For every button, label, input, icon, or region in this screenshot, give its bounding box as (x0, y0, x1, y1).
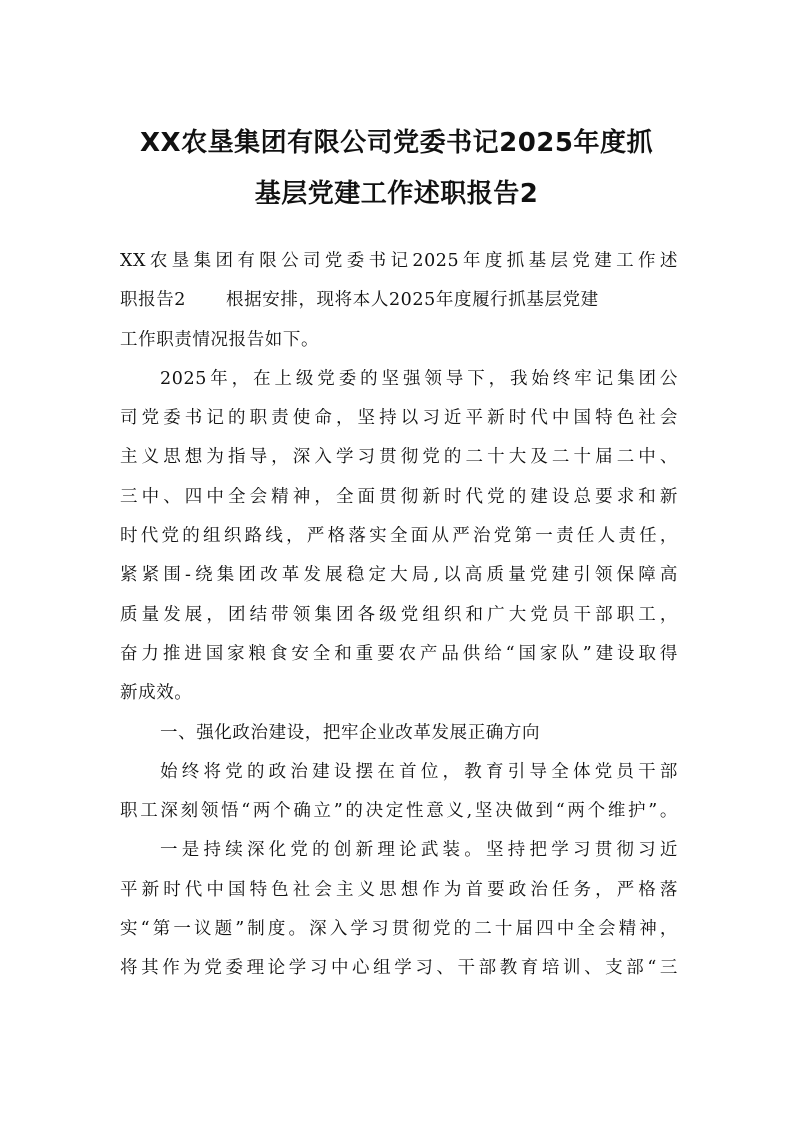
title-line: XX农垦集团有限公司党委书记2025年度抓 (140, 128, 653, 158)
text-line: 新成效。 (120, 683, 193, 704)
section-heading-1 (120, 714, 678, 753)
text-line: 奋力推进国家粮食安全和重要农产品供给“国家队”建设取得 (120, 643, 678, 664)
text-segment: 根据安排，现将本人2025年度履行抓基层党建 (226, 290, 599, 311)
document-body (120, 242, 678, 989)
text-segment: 职报告2 (120, 290, 187, 311)
text-line (120, 281, 678, 320)
document-title (100, 118, 693, 220)
text-line: 实“第一议题”制度。深入学习贯彻党的二十届四中全会精神， (120, 919, 678, 940)
text-line: 主义思想为指导，深入学习贯彻党的二十大及二十届二中、 (120, 447, 678, 468)
paragraph-overview (120, 360, 678, 714)
text-line: 三中、四中全会精神，全面贯彻新时代党的建设总要求和新 (120, 486, 678, 507)
text-line: 司党委书记的职责使命，坚持以习近平新时代中国特色社会 (120, 408, 678, 429)
text-line: 紧紧围-绕集团改革发展稳定大局,以高质量党建引领保障高 (120, 565, 678, 586)
text-line: XX农垦集团有限公司党委书记2025年度抓基层党建工作述 (120, 251, 678, 271)
text-line: 将其作为党委理论学习中心组学习、干部教育培训、支部“三 (120, 958, 678, 979)
title-line: 基层党建工作述职报告2 (254, 179, 539, 209)
paragraph-political (120, 753, 678, 832)
section-heading-text: 一、强化政治建设，把牢企业改革发展正确方向 (160, 722, 541, 743)
text-line: 平新时代中国特色社会主义思想作为首要政治任务，严格落 (120, 879, 678, 900)
text-line: 质量发展，团结带领集团各级党组织和广大党员干部职工， (120, 604, 678, 625)
text-line: 职工深刻领悟“两个确立”的决定性意义,坚决做到“两个维护”。 (120, 801, 678, 822)
paragraph-intro (120, 242, 678, 360)
paragraph-theory (120, 831, 678, 988)
text-line: 一是持续深化党的创新理论武装。坚持把学习贯彻习近 (160, 840, 678, 861)
text-line: 始终将党的政治建设摆在首位，教育引导全体党员干部 (160, 761, 678, 782)
text-line: 工作职责情况报告如下。 (120, 329, 320, 350)
text-line: 2025年，在上级党委的坚强领导下，我始终牢记集团公 (160, 368, 678, 389)
text-line: 时代党的组织路线，严格落实全面从严治党第一责任人责任， (120, 526, 678, 547)
